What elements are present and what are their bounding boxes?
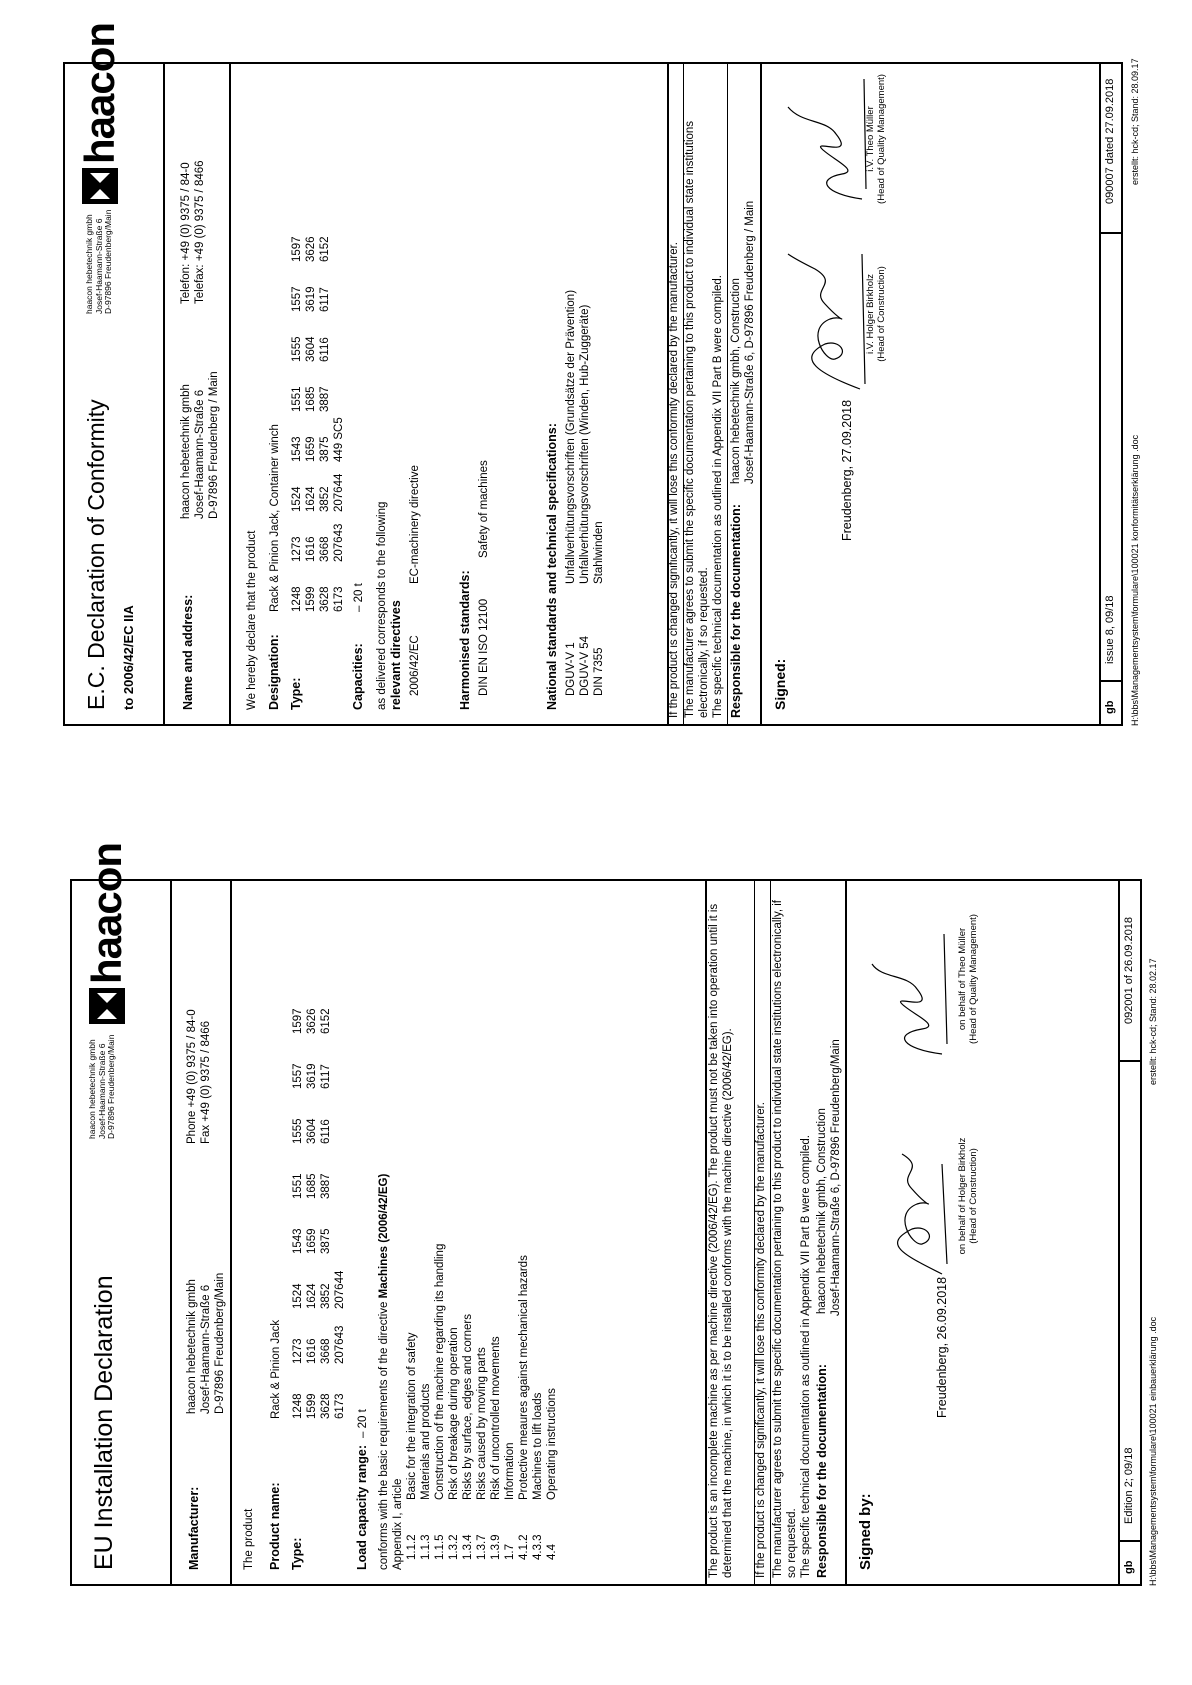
article-number: 1.3.2	[448, 1534, 460, 1560]
article-row	[447, 1244, 461, 1560]
national-standard-row	[592, 290, 606, 696]
type-number: 1524	[292, 1283, 304, 1309]
article-text: Information	[504, 1442, 516, 1500]
haacon-logo-icon	[82, 168, 118, 204]
signature-birkholz	[780, 244, 870, 404]
standard-code: DGUV-V 1	[565, 642, 577, 696]
standard-code: DGUV-V 54	[579, 635, 591, 696]
intro-text: We hereby declare that the product	[246, 530, 258, 710]
type-number: 1557	[291, 286, 303, 312]
type-number	[333, 1034, 347, 1089]
footer-edition: Edition 2; 09/18	[1123, 1447, 1135, 1524]
capacities-value: – 20 t	[353, 583, 365, 612]
footer-lang: gb	[1123, 1560, 1135, 1574]
type-number: 1555	[292, 1118, 304, 1144]
header-small-address: haacon hebetechnik gmbh Josef-Haamann-Straße 6 D-97896 Freudenberg/Main	[84, 209, 113, 314]
signed-by-label: Signed by:	[857, 1493, 874, 1570]
type-number: 1659	[306, 1228, 318, 1254]
article-text: Materials and products	[420, 1383, 432, 1500]
type-number: 3604	[306, 1118, 318, 1144]
type-number: 3887	[319, 386, 331, 412]
article-number: 1.1.2	[406, 1534, 418, 1560]
article-number: 1.3.9	[490, 1534, 502, 1560]
file-path-note: H:\bbs\Managementsystem\formulare\100021 einbauerklärung .doc	[1148, 1316, 1158, 1586]
type-label: Type:	[289, 677, 303, 710]
article-text: Risks caused by moving parts	[476, 1347, 488, 1500]
type-number: 6116	[320, 1119, 332, 1144]
capacities-label: Capacities:	[351, 643, 365, 710]
type-number: 449 SC5	[333, 417, 345, 462]
type-numbers-table	[290, 212, 346, 612]
type-number: 1616	[305, 536, 317, 562]
created-note: erstellt: hck-cd; Stand: 28.09.17	[1130, 58, 1140, 185]
page-title: EU Installation Declaration	[90, 1275, 118, 1570]
responsible-label: Responsible for the documentation:	[729, 504, 743, 718]
capacity-value: – 20 t	[357, 1409, 369, 1438]
changed-product-text: If the product is changed significantly, it will lose this conformity declared by the manufacturer.	[755, 1102, 767, 1578]
type-number: 3628	[320, 1393, 332, 1419]
article-number: 1.3.7	[476, 1534, 488, 1560]
contact-phone-fax: Telefon: +49 (0) 9375 / 84-0 Telefax: +49 (0) 9375 / 8466	[180, 160, 206, 304]
type-number: 1551	[292, 1173, 304, 1199]
place-date: Freudenberg, 27.09.2018	[840, 399, 854, 541]
type-number: 1624	[306, 1283, 318, 1309]
signer1-caption: i.V. Holger Birkholz (Head of Construction)	[865, 266, 887, 362]
contact-phone-fax: Phone +49 (0) 9375 / 84-0 Fax +49 (0) 9375 / 8466	[186, 1009, 212, 1144]
changed-product-text: If the product is changed significantly, it will lose this conformity declared by the manufacturer.	[668, 242, 680, 718]
national-standard-row	[578, 290, 592, 696]
standard-text: Stahlwinden	[593, 521, 605, 584]
type-number: 3628	[319, 586, 331, 612]
type-number: 3626	[305, 236, 317, 262]
responsible-address: Josef-Haamann-Straße 6, D-97896 Freudenberg / Main	[744, 200, 756, 484]
directive-code: 2006/42/EC	[409, 635, 421, 696]
type-number: 1543	[291, 436, 303, 462]
designation-value: Rack & Pinion Jack, Container winch	[269, 424, 281, 612]
type-number: 3626	[306, 1008, 318, 1034]
article-row	[489, 1244, 503, 1560]
type-number: 1599	[306, 1393, 318, 1419]
signer2-caption: i.V. Theo Müller (Head of Quality Management)	[865, 74, 887, 204]
type-number: 6117	[320, 1064, 332, 1089]
harmonised-standards-label: Harmonised standards:	[458, 570, 472, 710]
type-number: 6173	[333, 586, 345, 612]
article-number: 1.1.3	[420, 1534, 432, 1560]
responsible-value: haacon hebetechnik gmbh, Construction	[730, 278, 742, 484]
articles-list	[405, 1244, 559, 1560]
signature-mueller	[780, 69, 870, 219]
type-number	[333, 979, 347, 1034]
type-number: 1543	[292, 1228, 304, 1254]
form-footer	[1099, 64, 1121, 724]
article-row	[517, 1244, 531, 1560]
place-date: Freudenberg, 26.09.2018	[935, 1276, 949, 1418]
type-number: 1685	[305, 386, 317, 412]
manufacturer-address: haacon hebetechnik gmbh Josef-Haamann-Straße 6 D-97896 Freudenberg/Main	[186, 1272, 226, 1414]
type-number: 3875	[320, 1228, 332, 1254]
conforms-statement: conforms with the basic requirements of the directive Machines (2006/42/EG)	[378, 1173, 390, 1570]
responsible-value: haacon hebetechnik gmbh, Construction	[816, 1108, 828, 1314]
article-row	[503, 1244, 517, 1560]
type-number	[333, 1089, 347, 1144]
page-subtitle: to 2006/42/EC IIA	[121, 605, 136, 710]
type-number: 1597	[291, 236, 303, 262]
signed-label: Signed:	[772, 658, 788, 710]
article-number: 1.3.4	[462, 1534, 474, 1560]
incomplete-machine-text: The product is an incomplete machine as per machine directive (2006/42/EG). The product must not be taken into operation until it is determined that the machine, in which it is to be installed conforms with the machine directive (2006/42/EG).	[708, 903, 734, 1578]
responsible-label: Responsible for the documentation:	[815, 1364, 829, 1578]
page-title: E.C. Declaration of Conformity	[83, 399, 109, 710]
signer1-caption: on behalf of Holger Birkholz (Head of Construction)	[957, 1137, 979, 1255]
standard-text: Unfallverhütungsvorschriften (Winden, Hub-Zuggeräte)	[579, 304, 591, 584]
haacon-logo-icon	[89, 988, 125, 1024]
article-row	[461, 1244, 475, 1560]
article-text: Construction of the machine regarding its handling	[434, 1243, 446, 1500]
harmonised-code: DIN EN ISO 12100	[478, 598, 490, 696]
type-number: 3887	[320, 1173, 332, 1199]
form-footer	[1118, 881, 1140, 1584]
type-numbers-table	[291, 979, 347, 1419]
type-number: 3852	[319, 486, 331, 512]
product-name-label: Product name:	[268, 1482, 282, 1570]
type-number	[332, 262, 346, 312]
form-header	[72, 842, 172, 1584]
type-number: 1551	[291, 386, 303, 412]
article-text: Risk of uncontrolled movements	[490, 1336, 502, 1500]
designation-label: Designation:	[267, 634, 281, 710]
type-number	[332, 312, 346, 362]
type-number: 1273	[292, 1338, 304, 1364]
haacon-logo: haacon	[86, 843, 128, 1024]
name-address-label: Name and address:	[181, 594, 195, 710]
article-row	[433, 1244, 447, 1560]
article-text: Risk of breakage during operation	[448, 1327, 460, 1500]
standard-text: Unfallverhütungsvorschriften (Grundsätze der Prävention)	[565, 289, 577, 584]
type-number: 3875	[319, 436, 331, 462]
appendix-label: Appendix I, article	[392, 1478, 404, 1570]
article-text: Machines to lift loads	[532, 1392, 544, 1500]
type-number: 6173	[334, 1393, 346, 1419]
type-number: 1248	[291, 586, 303, 612]
article-row	[419, 1244, 433, 1560]
type-number: 207644	[334, 1270, 346, 1309]
type-number: 1599	[305, 586, 317, 612]
national-standards-label: National standards and technical specifications:	[545, 423, 559, 710]
ec-declaration-of-conformity-form	[63, 22, 1123, 726]
form-header	[65, 22, 165, 724]
type-number: 1597	[292, 1008, 304, 1034]
standard-code: DIN 7355	[593, 647, 605, 696]
type-number: 1524	[291, 486, 303, 512]
type-number: 1248	[292, 1393, 304, 1419]
technical-documentation-text: The specific technical documentation as outlined in Appendix VII Part B were compiled.	[712, 275, 724, 718]
type-number: 1685	[306, 1173, 318, 1199]
intro-text: The product	[243, 1508, 255, 1570]
type-number: 1624	[305, 486, 317, 512]
national-standards-list	[564, 290, 606, 696]
product-name-value: Rack & Pinion Jack	[270, 1319, 282, 1419]
created-note: erstellt: hck-cd; Stand: 28.02.17	[1148, 958, 1158, 1085]
header-small-address: haacon hebetechnik gmbh Josef-Haamann-Straße 6 D-97896 Freudenberg/Main	[87, 1034, 116, 1139]
capacity-label: Load capacity range:	[355, 1444, 369, 1570]
national-standard-row	[564, 290, 578, 696]
type-number: 3619	[306, 1063, 318, 1089]
article-number: 4.3.3	[532, 1534, 544, 1560]
type-number: 1555	[291, 336, 303, 362]
type-number: 3604	[305, 336, 317, 362]
type-number: 1659	[305, 436, 317, 462]
article-text: Protective meaures against mechanical hazards	[518, 1255, 530, 1500]
article-number: 1.1.5	[434, 1534, 446, 1560]
documentation-agree-text: The manufacturer agrees to submit the specific documentation pertaining to this product to individual state institutions electronically, if so requested.	[772, 899, 798, 1578]
footer-edition: issue 8, 09/18	[1104, 595, 1116, 664]
type-number: 207644	[333, 473, 345, 512]
article-row	[545, 1244, 559, 1560]
eu-installation-declaration-form	[70, 842, 1142, 1586]
type-number: 1273	[291, 536, 303, 562]
type-number	[332, 212, 346, 262]
footer-lang: gb	[1104, 700, 1116, 714]
technical-documentation-text: The specific technical documentation as outlined in Appendix VII Part B were compiled.	[800, 1135, 812, 1578]
article-number: 4.4	[546, 1544, 558, 1560]
type-number: 6117	[319, 287, 331, 312]
file-path-note: H:\bbs\Managementsystem\formulare\100021 konformitätserklärung .doc	[1130, 434, 1140, 726]
signature-birkholz	[872, 1114, 952, 1284]
responsible-address: Josef-Haamann-Straße 6, D-97896 Freudenberg/Main	[830, 1039, 842, 1316]
article-number: 4.1.2	[518, 1534, 530, 1560]
harmonised-name: Safety of machines	[478, 460, 490, 558]
haacon-logo: haacon	[79, 23, 121, 204]
article-text: Operating instructions	[546, 1388, 558, 1500]
type-number: 3619	[305, 286, 317, 312]
type-number: 6152	[320, 1008, 332, 1034]
name-address-value: haacon hebetechnik gmbh Josef-Haamann-Straße 6 D-97896 Freudenberg / Main	[180, 371, 220, 519]
footer-doc-number: 090007 dated 27.09.2018	[1104, 78, 1116, 204]
article-row	[475, 1244, 489, 1560]
type-number: 3668	[320, 1338, 332, 1364]
signer2-caption: on behalf of Theo Müller (Head of Quality Management)	[957, 914, 979, 1044]
footer-doc-number: 092001 of 26.09.2018	[1123, 916, 1135, 1024]
type-label: Type:	[290, 1537, 304, 1570]
relevant-directives-label: relevant directives	[389, 600, 403, 710]
type-number	[332, 362, 346, 412]
article-number: 1.7	[504, 1544, 516, 1560]
type-number: 3852	[320, 1283, 332, 1309]
type-number	[333, 1199, 347, 1254]
type-number: 3668	[319, 536, 331, 562]
manufacturer-label: Manufacturer:	[187, 1486, 201, 1570]
article-row	[405, 1244, 419, 1560]
type-number	[333, 1144, 347, 1199]
article-text: Basic for the integration of safety	[406, 1332, 418, 1500]
type-number: 1616	[306, 1338, 318, 1364]
article-row	[531, 1244, 545, 1560]
type-number: 1557	[292, 1063, 304, 1089]
type-number: 6152	[319, 236, 331, 262]
type-number: 207643	[333, 523, 345, 562]
type-number: 207643	[334, 1325, 346, 1364]
type-number: 6116	[319, 337, 331, 362]
signature-mueller	[862, 924, 952, 1074]
corresponds-text: as delivered corresponds to the following	[376, 501, 388, 710]
directive-name: EC-machinery directive	[409, 465, 421, 584]
documentation-agree-text: The manufacturer agrees to submit the specific documentation pertaining to this product to individual state institutions electronically, if so requested.	[684, 120, 710, 718]
article-text: Risks by surface, edges and corners	[462, 1313, 474, 1500]
